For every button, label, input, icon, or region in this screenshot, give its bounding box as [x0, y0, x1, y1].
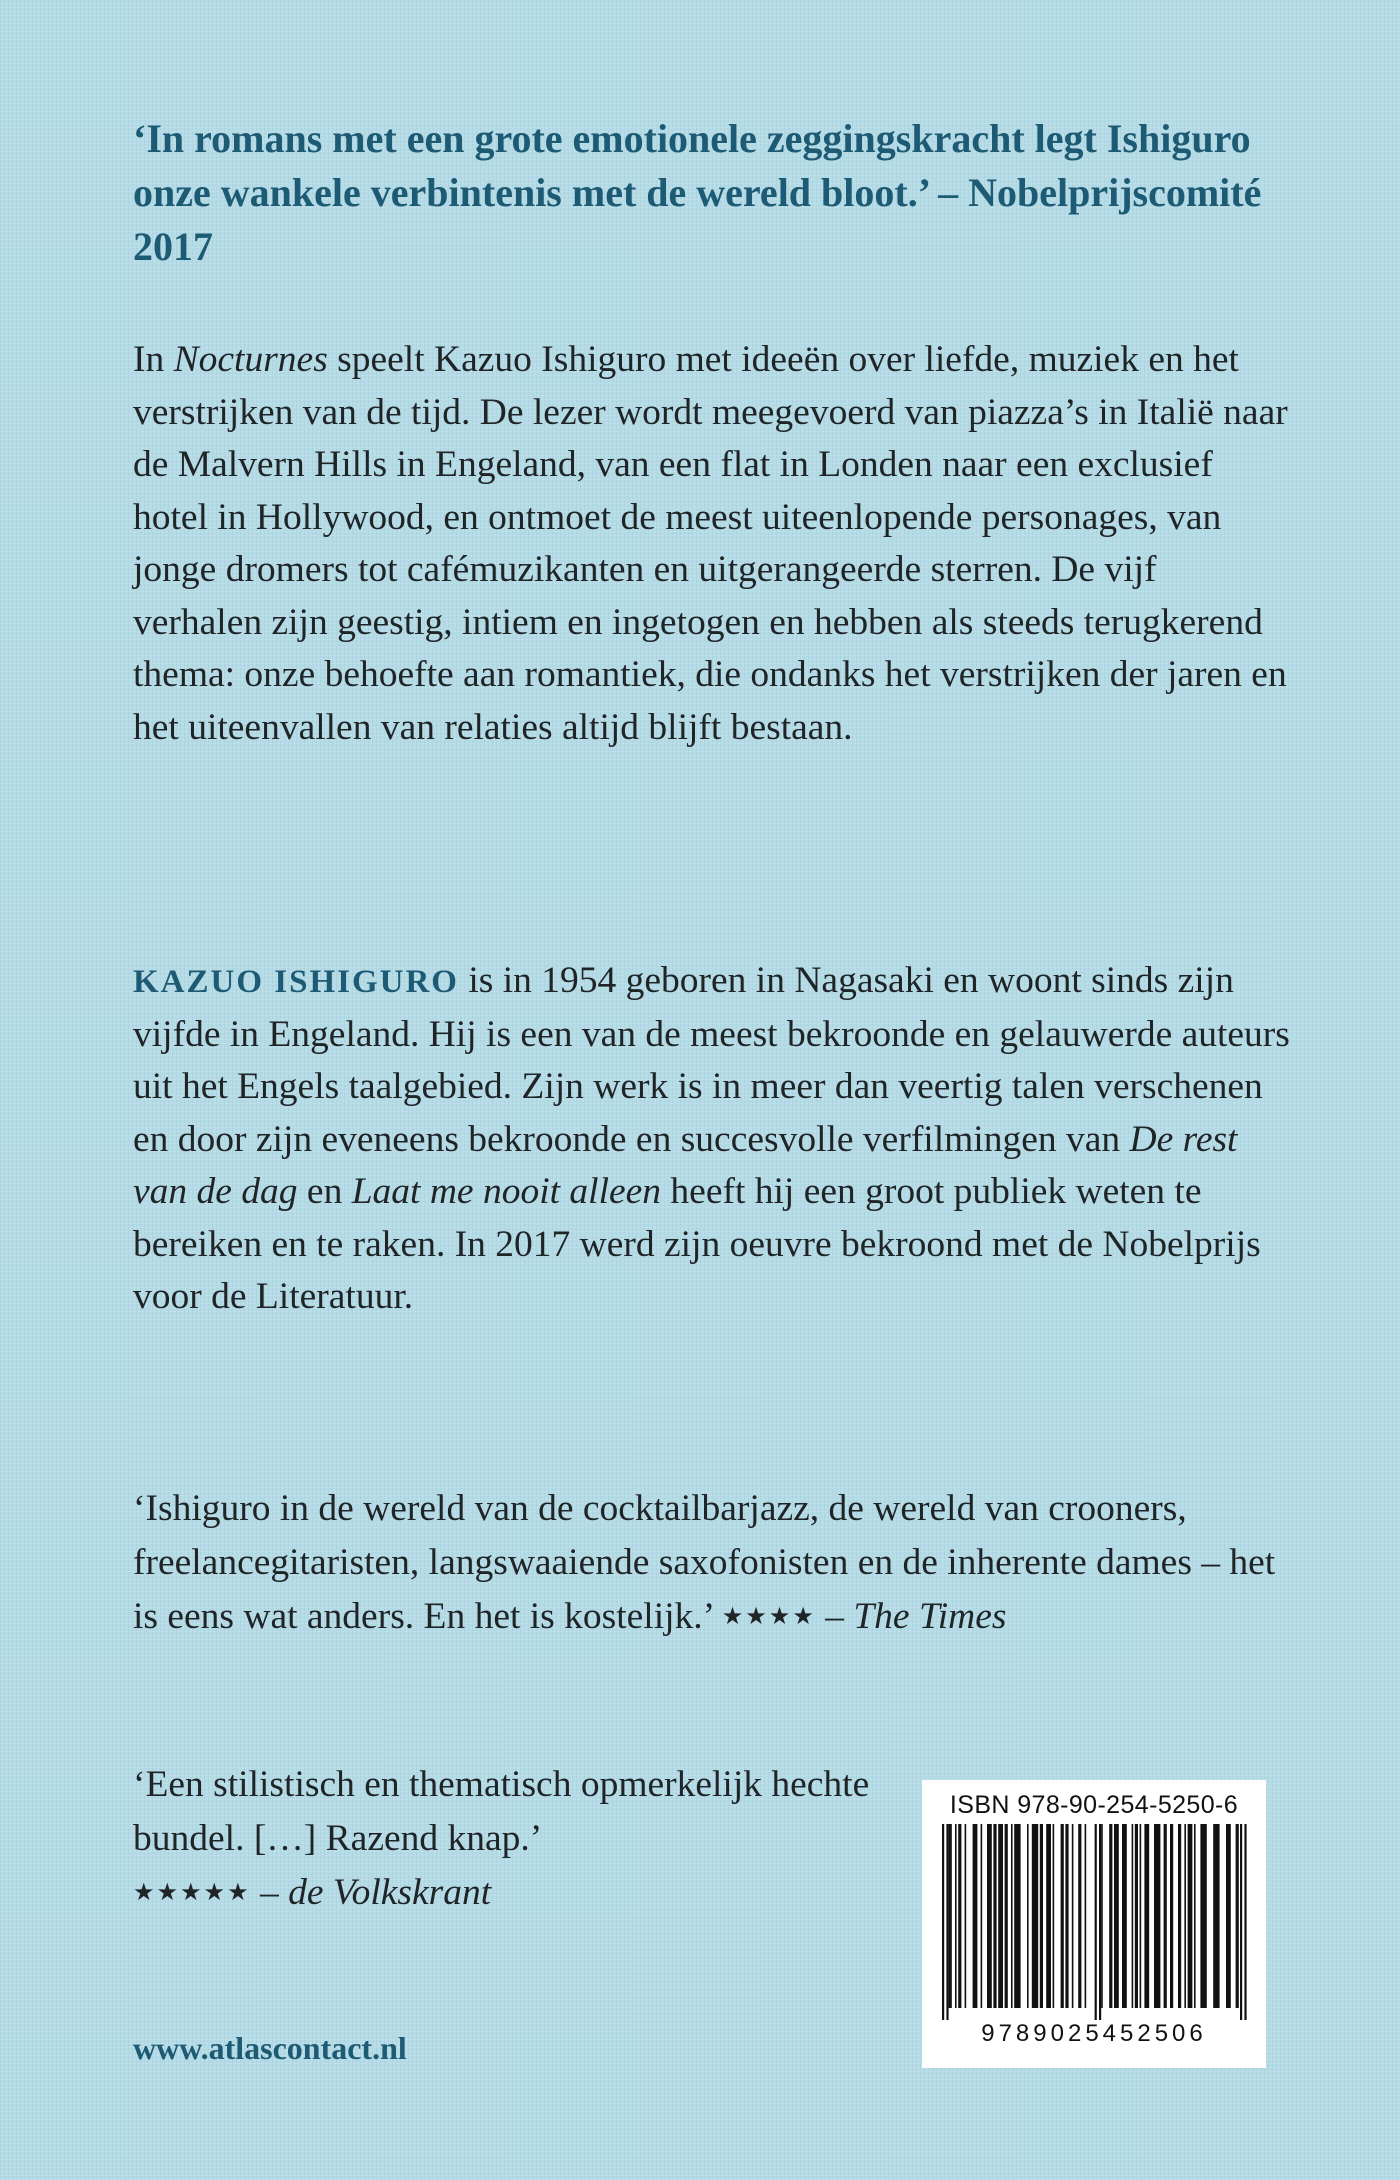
- publisher-website: www.atlascontact.nl: [133, 2030, 407, 2066]
- film-title-1: De rest van de dag: [133, 1118, 1238, 1212]
- barcode-label: [922, 1780, 1266, 2068]
- author-name: KAZUO ISHIGURO: [133, 964, 459, 1000]
- isbn-number: ISBN 978-90-254-5250-6: [949, 1791, 1239, 1819]
- book-description: [133, 334, 1293, 754]
- nobel-committee-quote: ‘In romans met een grote emotionele zeggingskracht legt Ishiguro onze wankele verbintenis met de wereld bloot.’ – Nobelprijscomité 2017: [133, 116, 1262, 269]
- star-rating: ★★★★: [721, 1604, 816, 1630]
- ean-digits: 9789025452506: [981, 2020, 1207, 2047]
- bio-connector: en: [297, 1171, 352, 1212]
- film-title-2: Laat me nooit alleen: [351, 1171, 662, 1212]
- bio-part-1: is in 1954 geboren in Nagasaki en woont sinds zijn vijfde in Engeland. Hij is een van de meest bekroonde en gelauwerde auteurs uit het Engels taalgebied. Zijn werk is in meer dan veertig talen verschenen en door zijn eveneens bekroonde en succesvolle verfilmingen van: [133, 960, 1290, 1160]
- book-title: Nocturnes: [173, 339, 328, 380]
- review-volkskrant: [133, 1758, 893, 1920]
- blurb-body: speelt Kazuo Ishiguro met ideeën over liefde, muziek en het verstrijken van de tijd. De lezer wordt meegevoerd van piazza’s in Italië naar de Malvern Hills in Engeland, van een flat in Londen naar een exclusief hotel in Hollywood, en ontmoet de meest uiteenlopende personages, van jonge dromers tot cafémuzikanten en uitgerangeerde sterren. De vijf verhalen zijn geestig, intiem en ingetogen en hebben als steeds terugkerend thema: onze behoefte aan romantiek, die ondanks het verstrijken der jaren en het uiteenvallen van relaties altijd blijft bestaan.: [133, 339, 1288, 748]
- review-source: – The Times: [825, 1596, 1007, 1637]
- review-text: ‘Een stilistisch en thematisch opmerkelijk hechte bundel. […] Razend knap.’: [133, 1764, 870, 1859]
- blurb-intro: In: [133, 339, 174, 380]
- star-rating: ★★★★★: [133, 1880, 251, 1906]
- author-bio: [133, 955, 1293, 1324]
- barcode-icon: [940, 1824, 1248, 2020]
- bio-part-2: heeft hij een groot publiek weten te bereiken en te raken. In 2017 werd zijn oeuvre bekroond met de Nobelprijs voor de Literatuur.: [133, 1171, 1261, 1317]
- review-text: ‘Ishiguro in de wereld van de cocktailbarjazz, de wereld van crooners, freelancegitaristen, langswaaiende saxofonisten en de inherente dames – het is eens wat anders. En het is kostelijk.’: [133, 1488, 1276, 1637]
- review-source: – de Volkskrant: [259, 1872, 492, 1913]
- review-the-times: [133, 1482, 1293, 1644]
